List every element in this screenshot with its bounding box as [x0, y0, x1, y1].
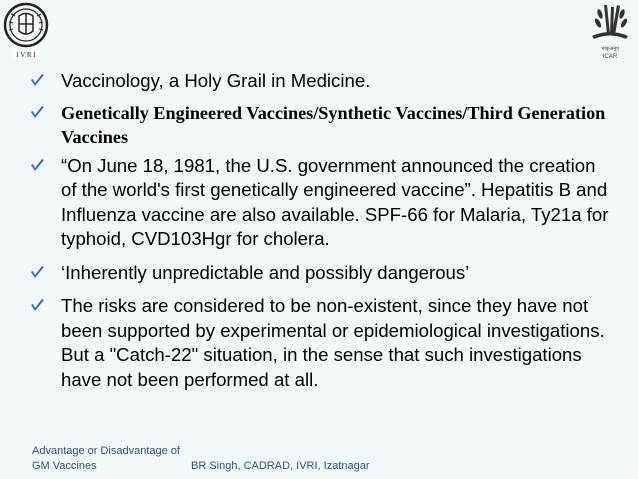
footer-title-line1: Advantage or Disadvantage of — [32, 445, 180, 457]
icar-wheat-emblem-icon — [584, 2, 634, 62]
bullet-text: “On June 18, 1981, the U.S. government announced the creation of the world's first genetically engineered vaccine”. Hepatitis B and Influenza vaccine are also available. SPF-66 for Malaria, Ty21a for typhoid, CVD103Hgr for cholera. — [61, 154, 609, 249]
institute-seal-icon — [2, 0, 50, 62]
checkmark-icon — [30, 266, 55, 279]
bullet-item — [30, 294, 615, 392]
left-logo-text: I V R I — [16, 51, 36, 59]
checkmark-icon — [30, 299, 55, 312]
bullet-text: Genetically Engineered Vaccines/Synthetic Vaccines/Third Generation Vaccines — [61, 102, 606, 147]
footer-title — [32, 444, 182, 474]
bullet-item — [30, 69, 615, 94]
bullet-list — [30, 58, 615, 392]
checkmark-icon — [30, 159, 55, 172]
checkmark-icon — [30, 74, 55, 87]
bullet-item — [30, 261, 615, 286]
right-logo-text: ICAR — [602, 54, 618, 60]
footer-title-line2: GM Vaccines — [32, 460, 97, 472]
bullet-text: ‘Inherently unpredictable and possibly dangerous’ — [61, 261, 470, 283]
footer-author: BR Singh, CADRAD, IVRI, Izatnagar — [191, 460, 370, 472]
bullet-text: Vaccinology, a Holy Grail in Medicine. — [61, 70, 371, 91]
checkmark-icon — [30, 106, 55, 119]
bullet-item — [30, 154, 615, 252]
bullet-text: The risks are considered to be non-existent, since they have not been supported by experimental or epidemiological investigations. But a "Catch-22" situation, in the sense that such investigations have not been performed at all. — [61, 295, 605, 390]
svg-text:भाकृअनुप: भाकृअनुप — [600, 46, 620, 52]
bullet-item — [30, 101, 615, 149]
